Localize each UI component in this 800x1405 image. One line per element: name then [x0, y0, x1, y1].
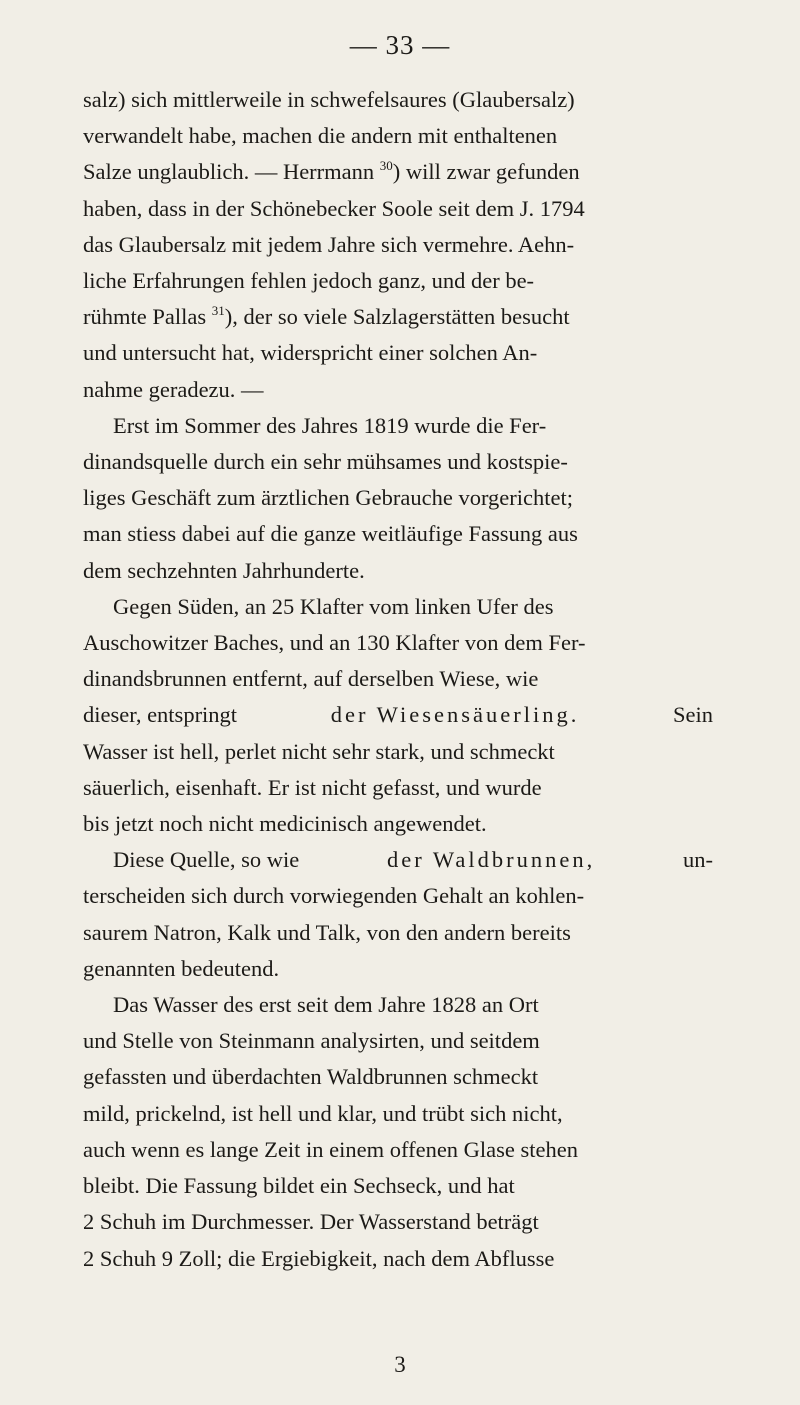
text-line-content: liche Erfahrungen fehlen jedoch ganz, und der be- [83, 268, 535, 294]
spring-name-wiesensaeuerling: der Wiesensäuerling. [330, 702, 580, 728]
text-line [83, 806, 713, 842]
paragraph-first-line [83, 589, 713, 625]
text-line-content: Gegen Süden, an 25 Klafter vom linken Ufer des [113, 593, 554, 619]
text-line [83, 878, 713, 914]
text-line [83, 118, 713, 154]
text-line [83, 625, 713, 661]
text-line-content [83, 154, 580, 190]
text-line-content: verwandelt habe, machen die andern mit enthaltenen [83, 123, 558, 149]
text-line-content: salz) sich mittlerweile in schwefelsaures (Glaubersalz) [83, 87, 575, 112]
text-line-content: genannten bedeutend. [83, 955, 280, 981]
text-line-content: 2 Schuh 9 Zoll; die Ergiebigkeit, nach dem Abflusse [83, 1245, 555, 1271]
paragraph-first-line [83, 408, 713, 444]
text-line-content: auch wenn es lange Zeit in einem offenen Glase stehen [83, 1136, 579, 1162]
text-line-content: dinandsbrunnen entfernt, auf derselben Wiese, wie [83, 666, 539, 692]
text-line [83, 1059, 713, 1095]
text-line-content: saurem Natron, Kalk und Talk, von den andern bereits [83, 919, 571, 945]
text-line [83, 227, 713, 263]
signature-mark: 3 [394, 1352, 406, 1377]
text-line [83, 553, 713, 589]
text-segment: un- [683, 847, 713, 873]
text-line-content: das Glaubersalz mit jedem Jahre sich vermehre. Aehn- [83, 231, 575, 257]
text-line [83, 82, 713, 118]
text-line-content: 2 Schuh im Durchmesser. Der Wasserstand beträgt [83, 1209, 539, 1235]
text-line-content: nahme geradezu. — [83, 376, 264, 402]
text-line [83, 1241, 713, 1277]
text-line-content: bis jetzt noch nicht medicinisch angewendet. [83, 811, 487, 837]
text-segment: Sein [672, 702, 713, 728]
text-line [83, 480, 713, 516]
text-line-content: Wasser ist hell, perlet nicht sehr stark, und schmeckt [83, 738, 555, 764]
text-line [83, 915, 713, 951]
text-line-content: man stiess dabei auf die ganze weitläufige Fassung aus [83, 521, 578, 547]
text-line [83, 697, 713, 733]
text-line-content: säuerlich, eisenhaft. Er ist nicht gefasst, und wurde [83, 774, 542, 800]
text-line [83, 299, 713, 335]
text-line [83, 154, 713, 190]
text-segment: rühmte Pallas [83, 304, 207, 330]
footnote-marker-31: 31 [211, 303, 225, 319]
text-line [83, 734, 713, 770]
running-head-page-number: — 33 — [349, 30, 451, 60]
text-line-content: bleibt. Die Fassung bildet ein Sechseck, und hat [83, 1173, 515, 1199]
text-segment: ) will zwar gefunden [392, 159, 580, 185]
text-line [83, 951, 713, 987]
text-line [83, 770, 713, 806]
text-line-content: dinandsquelle durch ein sehr mühsames und kostspie- [83, 449, 568, 475]
text-segment: Diese Quelle, so wie [113, 847, 300, 873]
text-line-content: Auschowitzer Baches, und an 130 Klafter von dem Fer- [83, 630, 586, 656]
text-line-content: mild, prickelnd, ist hell und klar, und trübt sich nicht, [83, 1100, 563, 1126]
text-line [83, 516, 713, 552]
text-line-content: dem sechzehnten Jahrhunderte. [83, 557, 365, 583]
text-line-content: haben, dass in der Schönebecker Soole seit dem J. 1794 [83, 195, 585, 221]
text-line [83, 1132, 713, 1168]
text-line-content: Erst im Sommer des Jahres 1819 wurde die Fer- [113, 412, 547, 438]
spring-name-waldbrunnen: der Waldbrunnen, [386, 847, 596, 873]
text-segment: dieser, entspringt [83, 702, 238, 728]
footnote-marker-30: 30 [379, 158, 393, 174]
text-line [83, 335, 713, 371]
paragraph-first-line [83, 987, 713, 1023]
text-line [83, 661, 713, 697]
text-line [83, 372, 713, 408]
text-line-content: und Stelle von Steinmann analysirten, und seitdem [83, 1028, 540, 1054]
body-text [83, 82, 713, 1277]
text-line-content: liges Geschäft zum ärztlichen Gebrauche vorgerichtet; [83, 485, 573, 511]
text-segment: ), der so viele Salzlagerstätten besucht [224, 304, 570, 330]
text-line-content: terscheiden sich durch vorwiegenden Gehalt an kohlen- [83, 883, 585, 909]
paragraph-first-line [83, 842, 713, 878]
text-line-content [83, 299, 570, 335]
text-line-content: und untersucht hat, widerspricht einer solchen An- [83, 340, 538, 366]
text-line [83, 1096, 713, 1132]
text-line [83, 191, 713, 227]
text-line [83, 263, 713, 299]
text-line [83, 1168, 713, 1204]
text-line [83, 1023, 713, 1059]
text-line [83, 1204, 713, 1240]
text-line-content: gefassten und überdachten Waldbrunnen schmeckt [83, 1064, 539, 1090]
text-segment: Salze unglaublich. — Herrmann [83, 159, 375, 185]
text-line-content: Das Wasser des erst seit dem Jahre 1828 an Ort [113, 992, 539, 1018]
text-line [83, 444, 713, 480]
